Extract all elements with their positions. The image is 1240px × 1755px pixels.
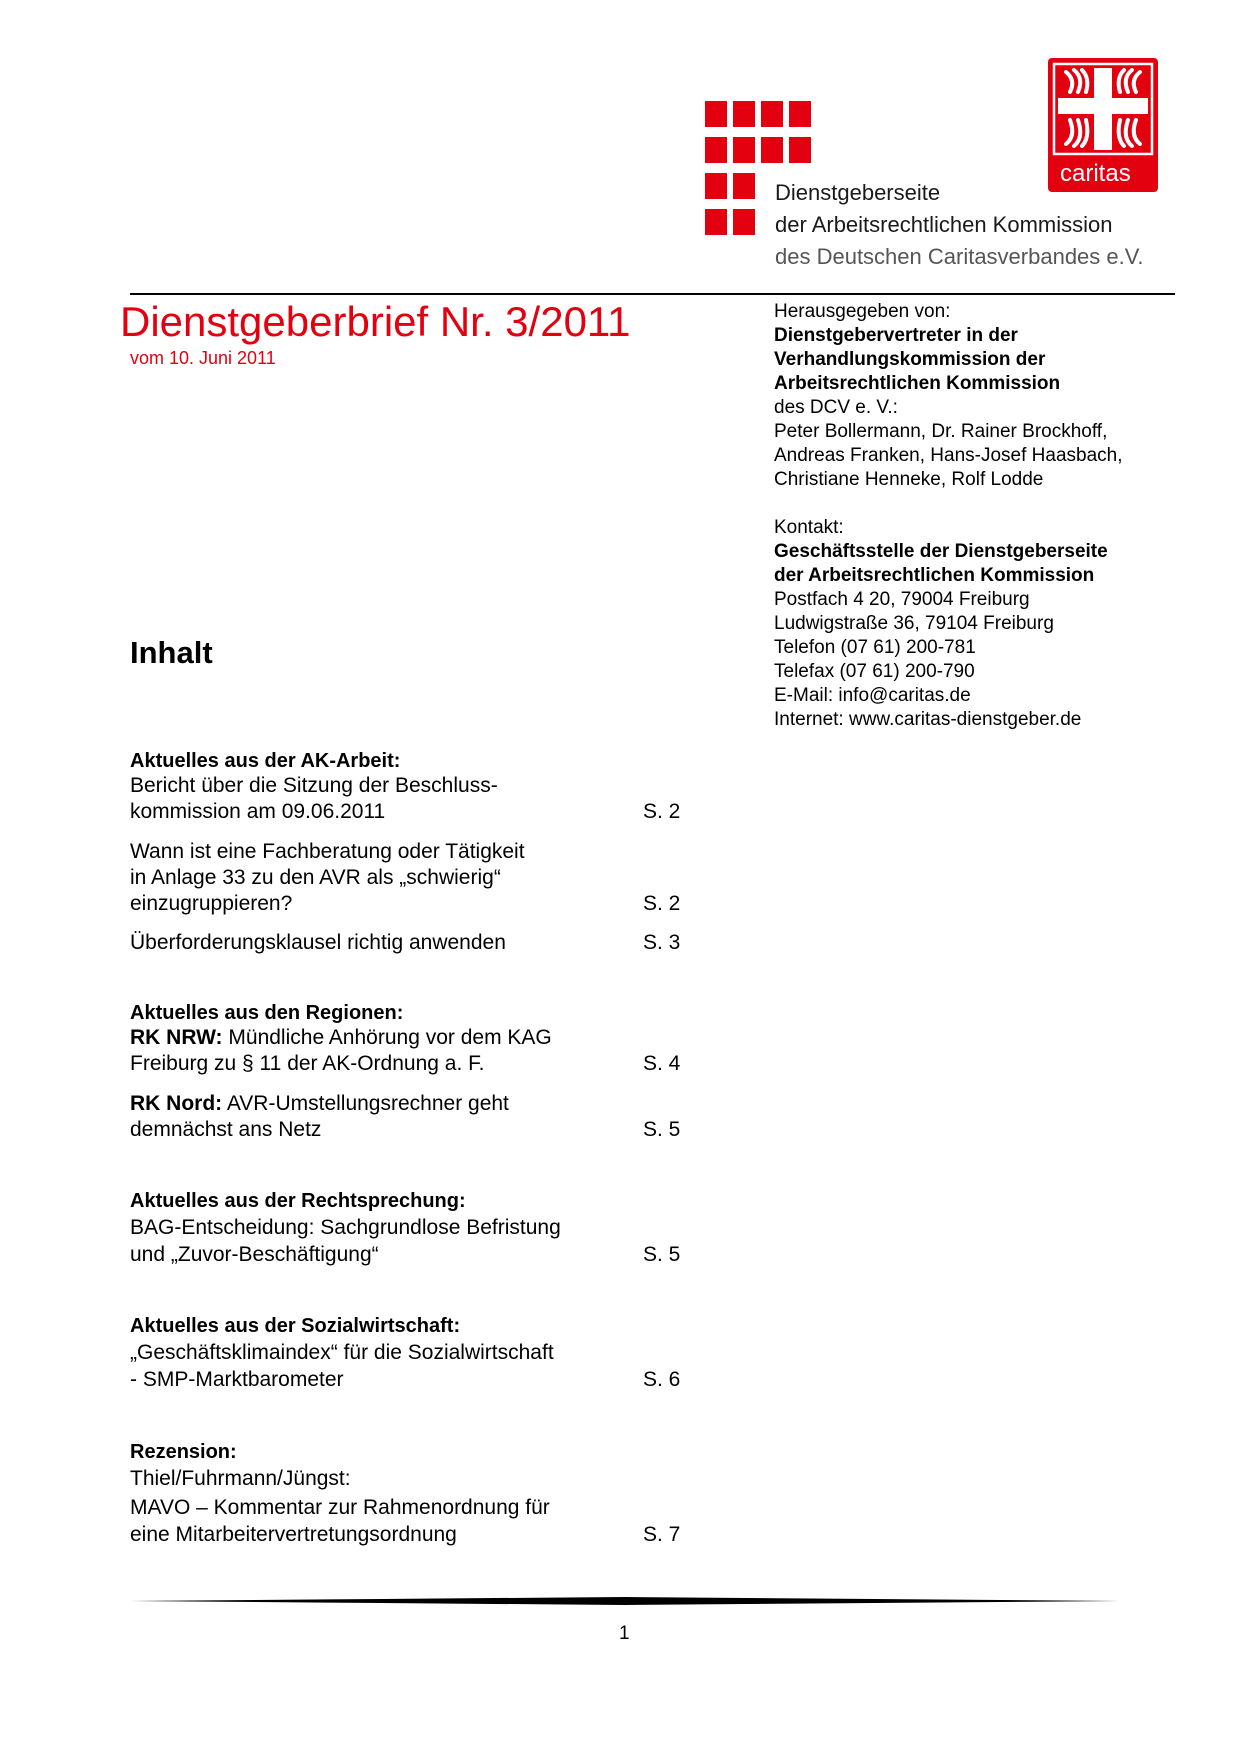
logo-square (789, 101, 811, 127)
contact-block (774, 516, 1108, 732)
toc-page-ref: S. 2 (643, 800, 681, 823)
logo-square (705, 173, 727, 199)
contact-email: E-Mail: info@caritas.de (774, 685, 971, 706)
contact-intro: Kontakt: (774, 517, 844, 538)
logo-square (705, 101, 727, 127)
toc-entry-line: - SMP-Marktbarometer (130, 1368, 344, 1391)
contact-bold-2: der Arbeitsrechtlichen Kommission (774, 565, 1095, 586)
region-label: RK NRW: (130, 1026, 223, 1049)
logo-square (705, 209, 727, 235)
toc-entry-line: in Anlage 33 zu den AVR als „schwierig“ (130, 866, 501, 889)
publisher-block (774, 300, 1123, 492)
toc-page-ref: S. 2 (643, 892, 681, 915)
toc-entry-line: und „Zuvor-Beschäftigung“ (130, 1243, 379, 1266)
toc-page-ref: S. 4 (643, 1052, 681, 1075)
page-title: Dienstgeberbrief Nr. 3/2011 (120, 298, 631, 345)
publisher-bold-2: Verhandlungskommission der (774, 349, 1046, 370)
logo-square (705, 137, 727, 163)
toc-entry-line: kommission am 09.06.2011 (130, 800, 386, 823)
toc-section-heading: Aktuelles aus der Rechtsprechung: (130, 1190, 466, 1212)
publisher-bold-3: Arbeitsrechtlichen Kommission (774, 373, 1061, 394)
toc-page-ref: S. 5 (643, 1243, 681, 1266)
toc-heading: Inhalt (130, 635, 213, 670)
toc-entry-line (130, 1092, 509, 1116)
contact-line: Telefon (07 61) 200-781 (774, 637, 976, 658)
toc-entry-line: Freiburg zu § 11 der AK-Ordnung a. F. (130, 1052, 485, 1075)
toc-entry-text: Mündliche Anhörung vor dem KAG (222, 1026, 552, 1049)
toc-section-heading: Aktuelles aus den Regionen: (130, 1002, 404, 1024)
publisher-line: Peter Bollermann, Dr. Rainer Brockhoff, (774, 421, 1108, 442)
caritas-cross-icon (1048, 58, 1158, 158)
contact-bold-1: Geschäftsstelle der Dienstgeberseite (774, 541, 1108, 562)
contact-website: Internet: www.caritas-dienstgeber.de (774, 709, 1082, 730)
toc-page-ref: S. 3 (643, 931, 681, 954)
toc-entry-line: Überforderungsklausel richtig anwenden (130, 931, 506, 954)
toc-entry-line: eine Mitarbeitervertretungsordnung (130, 1523, 457, 1546)
toc-page-ref: S. 7 (643, 1523, 681, 1546)
logo-square (733, 137, 755, 163)
toc-section-heading: Aktuelles aus der AK-Arbeit: (130, 750, 401, 772)
logo-square (761, 101, 783, 127)
publisher-intro: Herausgegeben von: (774, 301, 951, 322)
header-divider (130, 293, 1175, 295)
toc-entry-line: demnächst ans Netz (130, 1118, 322, 1141)
contact-line: Ludwigstraße 36, 79104 Freiburg (774, 613, 1054, 634)
caritas-wordmark: caritas (1060, 160, 1131, 187)
toc-page-ref: S. 5 (643, 1118, 681, 1141)
logo-square (733, 101, 755, 127)
toc-section-heading: Rezension: (130, 1441, 237, 1463)
logo-square (789, 137, 811, 163)
logo-line-2: der Arbeitsrechtlichen Kommission (775, 212, 1113, 237)
toc-entry-line: BAG-Entscheidung: Sachgrundlose Befristung (130, 1216, 561, 1239)
toc-entry-line: Bericht über die Sitzung der Beschluss- (130, 774, 498, 797)
publisher-bold-1: Dienstgebervertreter in der (774, 325, 1018, 346)
issue-date: vom 10. Juni 2011 (130, 348, 276, 368)
region-label: RK Nord: (130, 1092, 223, 1115)
toc-section-heading: Aktuelles aus der Sozialwirtschaft: (130, 1315, 461, 1337)
toc-entry-text: AVR-Umstellungsrechner geht (222, 1092, 509, 1115)
toc-entry-line: MAVO – Kommentar zur Rahmenordnung für (130, 1496, 550, 1519)
publisher-line: des DCV e. V.: (774, 397, 898, 418)
toc-entry-line: „Geschäftsklimaindex“ für die Sozialwirtschaft (130, 1341, 554, 1364)
logo-line-3: des Deutschen Caritasverbandes e.V. (775, 244, 1144, 269)
contact-line: Telefax (07 61) 200-790 (774, 661, 975, 682)
page-number: 1 (619, 1623, 630, 1644)
logo-line-1: Dienstgeberseite (775, 180, 941, 205)
toc-entry-line (130, 1026, 552, 1050)
toc-entry-line: einzugruppieren? (130, 892, 293, 915)
contact-line: Postfach 4 20, 79004 Freiburg (774, 589, 1030, 610)
footer-divider (130, 1597, 1120, 1605)
logo-square (733, 209, 755, 235)
toc-entry-line: Wann ist eine Fachberatung oder Tätigkeit (130, 840, 525, 863)
publisher-line: Christiane Henneke, Rolf Lodde (774, 469, 1044, 490)
toc-page-ref: S. 6 (643, 1368, 681, 1391)
publisher-line: Andreas Franken, Hans-Josef Haasbach, (774, 445, 1123, 466)
logo-square (761, 137, 783, 163)
logo-square (733, 173, 755, 199)
toc-entry-line: Thiel/Fuhrmann/Jüngst: (130, 1467, 351, 1490)
